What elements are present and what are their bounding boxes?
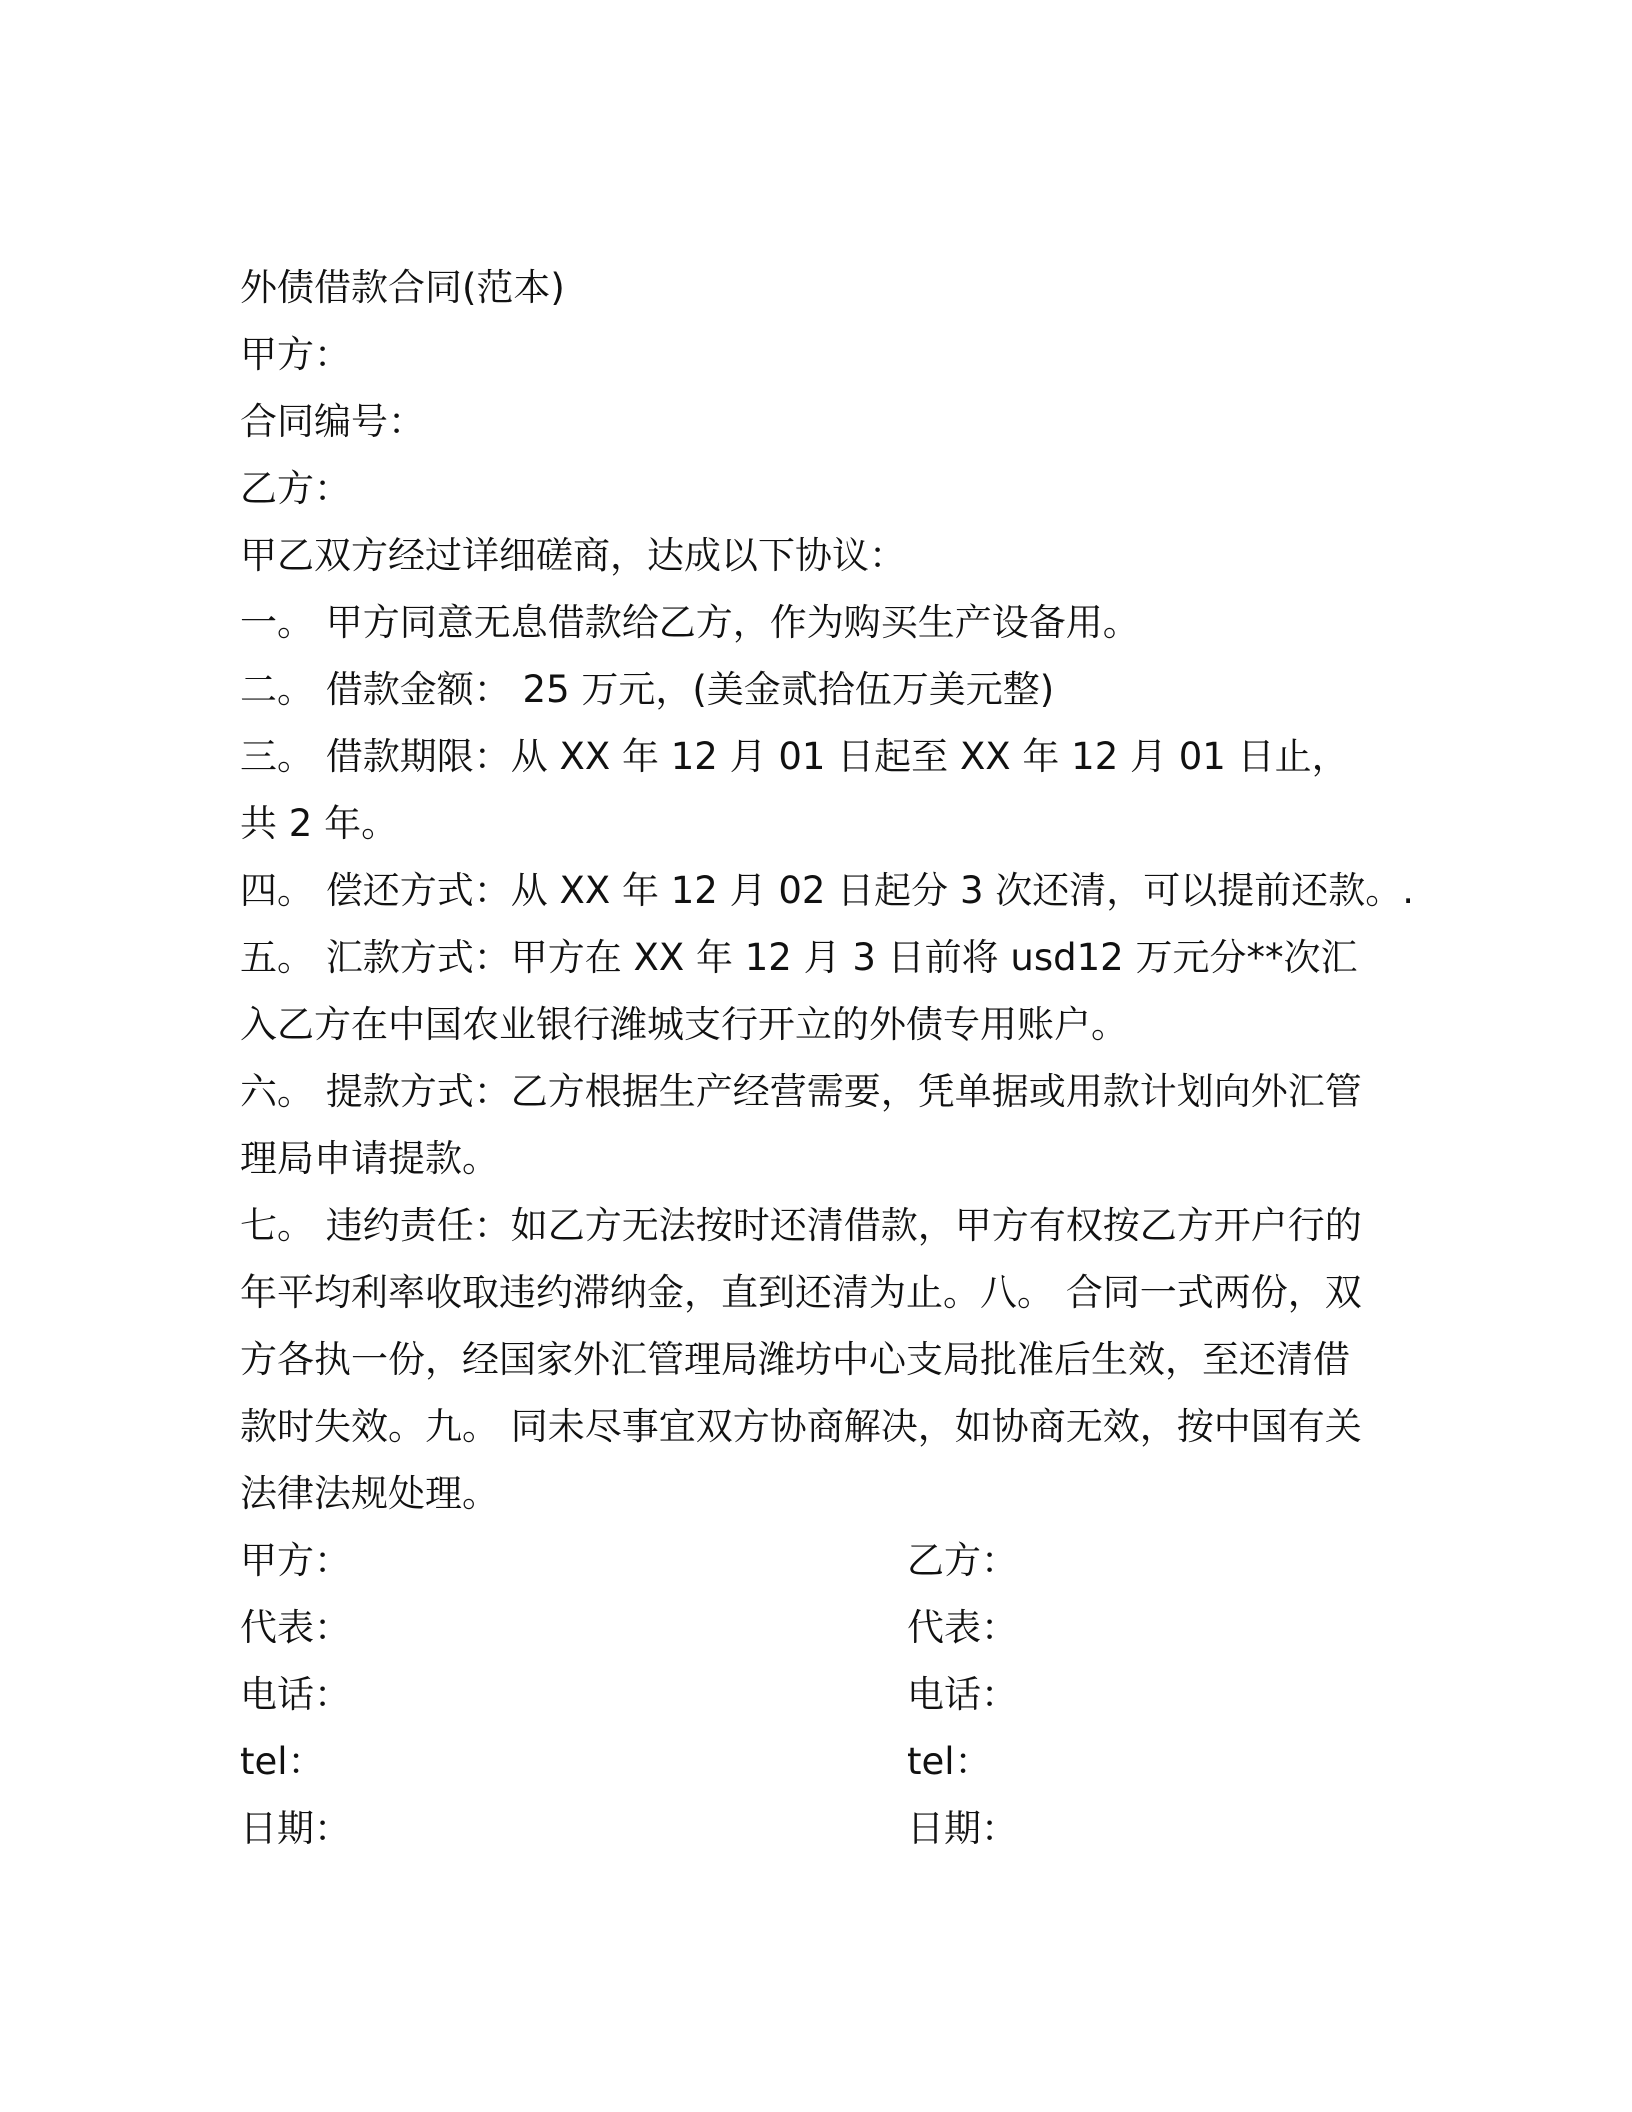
contract-number-line: 合同编号： [240,400,425,443]
signature-tel-a: tel： [240,1740,325,1783]
signature-party-a: 甲方： [240,1539,351,1582]
signature-date-a: 日期： [240,1807,351,1850]
clause-3: 三。 借款期限：从 XX 年 12 月 01 日起至 XX 年 12 月 01 日止，共 2 年。 [240,735,1349,845]
signature-row-date [240,1795,1380,1862]
clause-6: 六。 提款方式：乙方根据生产经营需要，凭单据或用款计划向外汇管理局申请提款。 [240,1070,1362,1180]
signature-phone-b: 电话： [907,1673,1018,1716]
signature-row-representative [240,1594,1380,1661]
signature-phone-a: 电话： [240,1673,351,1716]
party-a-line: 甲方： [240,333,351,376]
document-title: 外债借款合同(范本) [240,266,565,309]
signature-date-b: 日期： [907,1807,1018,1850]
clause-7-9: 七。 违约责任：如乙方无法按时还清借款，甲方有权按乙方开户行的年平均利率收取违约滞纳金，直到还清为止。八。 合同一式两份，双方各执一份，经国家外汇管理局潍坊中心支局批准后生效，至还清借款时失效。九。 同未尽事宜双方协商解决，如协商无效，按中国有关法律法规处理。 [240,1204,1362,1515]
party-b-line: 乙方： [240,467,351,510]
clause-5: 五。 汇款方式：甲方在 XX 年 12 月 3 日前将 usd12 万元分**次汇入乙方在中国农业银行潍城支行开立的外债专用账户。 [240,936,1358,1046]
signature-row-party [240,1527,1380,1594]
signature-row-phone [240,1661,1380,1728]
signature-row-tel [240,1728,1380,1795]
signature-tel-b: tel： [907,1740,992,1783]
clause-4: 四。 偿还方式：从 XX 年 12 月 02 日起分 3 次还清，可以提前还款。. [240,869,1415,912]
signature-representative-b: 代表： [907,1606,1018,1649]
document-page [240,254,1415,1862]
clause-2: 二。 借款金额： 25 万元，(美金贰拾伍万美元整) [240,668,1055,711]
signature-party-b: 乙方： [907,1539,1018,1582]
signature-representative-a: 代表： [240,1606,351,1649]
clause-1: 一。 甲方同意无息借款给乙方，作为购买生产设备用。 [240,601,1140,644]
agreement-intro: 甲乙双方经过详细磋商，达成以下协议： [240,534,906,577]
